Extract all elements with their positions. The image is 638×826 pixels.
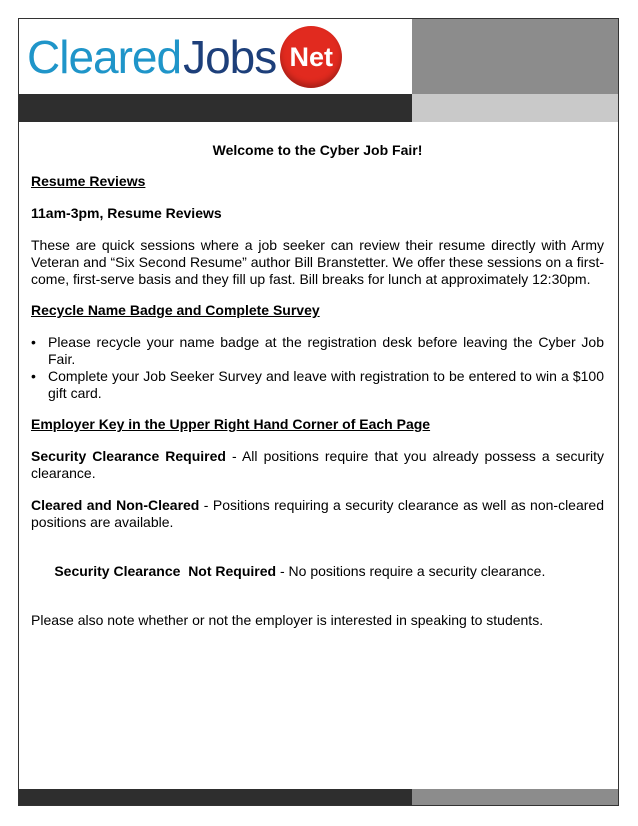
list-item-text: Please recycle your name badge at the registration desk before leaving the Cyber Job Fair. — [48, 334, 604, 367]
key-desc: - Positions requiring a security clearance as well as non-cleared positions are available. — [31, 497, 604, 530]
bullet-icon: • — [31, 334, 36, 350]
employer-key-heading: Employer Key in the Upper Right Hand Corner of Each Page — [31, 416, 431, 432]
resume-reviews-body: These are quick sessions where a job seeker can review their resume directly with Army Veteran and “Six Second Resume” author Bill Branstetter. We offer these sessions on a first-come, first-serve basis and they fill up fast. Bill breaks for lunch at approximately 12:30pm. — [31, 237, 604, 287]
key-term: Cleared and Non-Cleared — [31, 497, 200, 513]
logo-text-cleared: Cleared — [27, 31, 182, 83]
key-term: Security Clearance Not Required — [54, 563, 277, 579]
header-light-bar — [412, 94, 618, 122]
key-desc: - No positions require a security clearance. — [276, 563, 546, 579]
page-title: Welcome to the Cyber Job Fair! — [212, 142, 423, 158]
logo-net-badge: Net — [280, 26, 342, 88]
logo-text-jobs: Jobs — [183, 31, 277, 83]
resume-reviews-heading: Resume Reviews — [31, 173, 146, 189]
bullet-icon: • — [31, 368, 36, 384]
document-content — [31, 122, 604, 629]
key-term: Security Clearance Required — [31, 448, 226, 464]
page-header — [19, 19, 618, 122]
footer-gray-bar — [412, 789, 618, 805]
key-item-cleared-non-cleared — [31, 497, 604, 531]
key-item-clearance-required — [31, 448, 604, 482]
recycle-heading: Recycle Name Badge and Complete Survey — [31, 302, 320, 318]
resume-reviews-time: 11am-3pm, Resume Reviews — [31, 205, 222, 221]
key-item-not-required — [31, 546, 604, 597]
students-note: Please also note whether or not the employer is interested in speaking to students. — [31, 612, 544, 628]
key-desc: - All positions require that you already possess a security clearance. — [31, 448, 604, 481]
list-item — [31, 368, 604, 402]
list-item — [31, 334, 604, 368]
logo-area — [19, 19, 412, 94]
header-dark-bar — [19, 94, 412, 122]
list-item-text: Complete your Job Seeker Survey and leave with registration to be entered to win a $100 gift card. — [48, 368, 604, 401]
recycle-list — [31, 334, 604, 402]
footer-dark-bar — [19, 789, 412, 805]
header-gray-block — [412, 19, 618, 94]
document-page — [18, 18, 619, 806]
clearedjobs-logo — [27, 27, 342, 87]
